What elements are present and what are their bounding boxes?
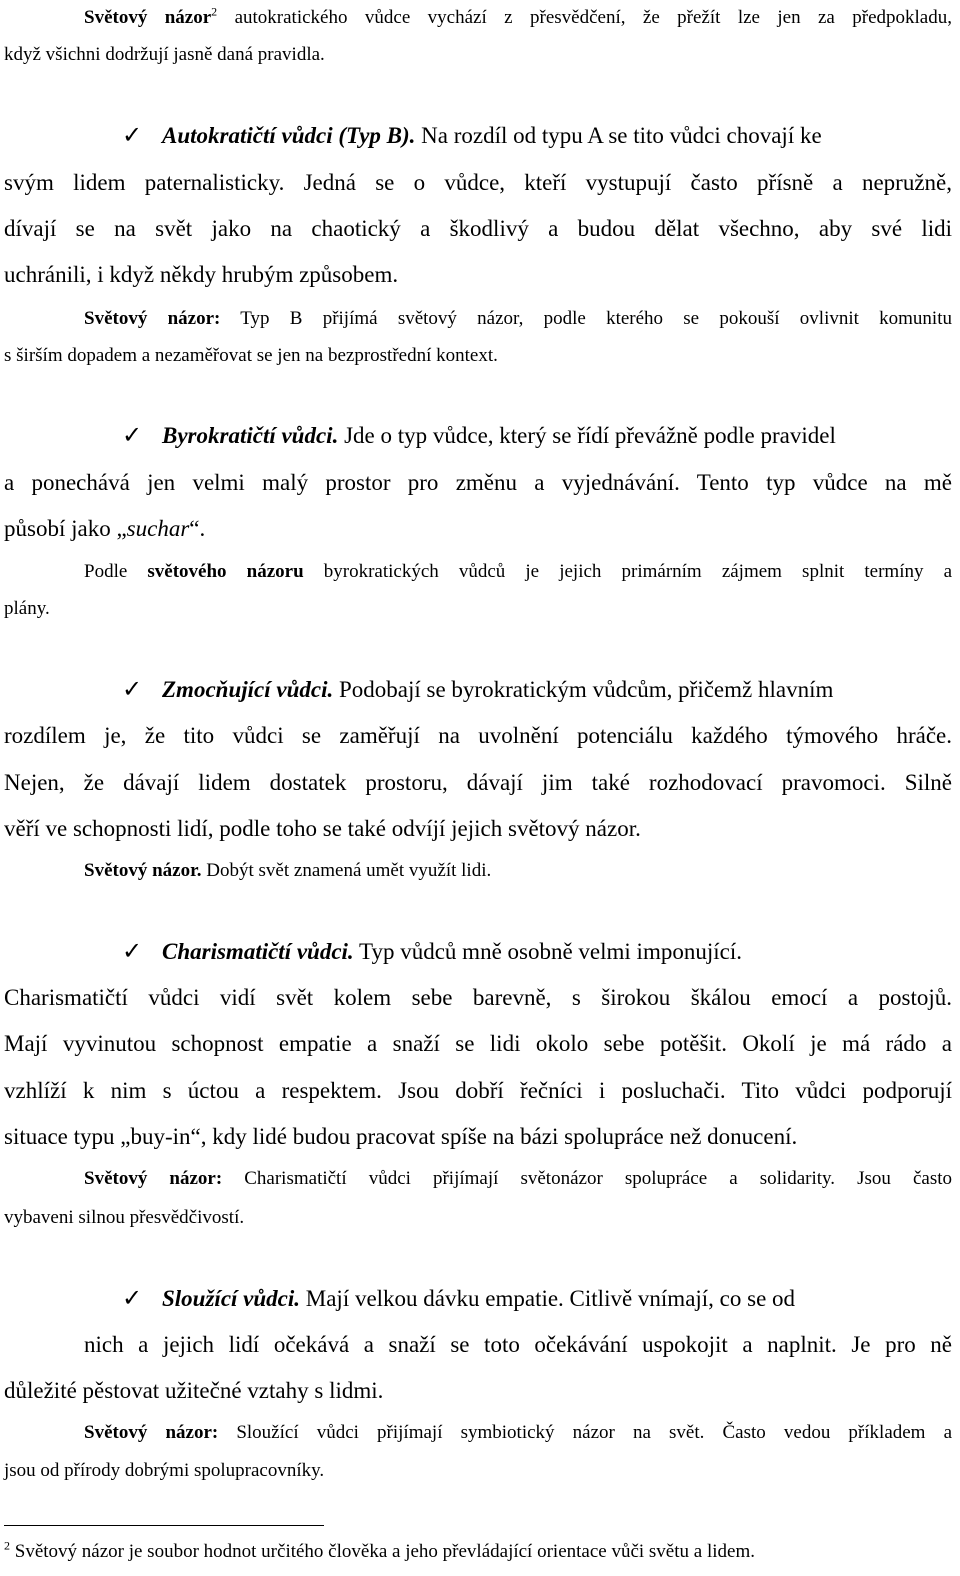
section-heading: Zmocňující vůdci. — [162, 677, 334, 702]
servant-line-1 — [162, 1287, 952, 1310]
worldview-label: Světový názor: — [84, 1168, 223, 1189]
empowering-line-4: věří ve schopnosti lidí, podle toho se také odvíjí jejich světový názor. — [4, 816, 641, 841]
footnote-divider — [4, 1525, 324, 1526]
autocratic-b-line-3: dívají se na svět jako na chaotický a škodlivý a budou dělat všechno, aby své lidi — [4, 216, 952, 241]
empowering-line-2: rozdílem je, že tito vůdci se zaměřují na uvolnění potenciálu každého týmového hráče. — [4, 723, 952, 748]
autocratic-b-line-2: svým lidem paternalisticky. Jedná se o vůdce, kteří vystupují často přísně a nepružně, — [4, 170, 952, 195]
footnote-ref[interactable]: 2 — [211, 4, 218, 19]
text: Charismatičtí vůdci přijímají světonázor spolupráce a solidarity. Jsou často — [222, 1168, 953, 1189]
bureaucratic-worldview-2: plány. — [4, 598, 50, 619]
worldview-autocratic-line-1 — [84, 4, 952, 28]
charismatic-worldview-1 — [84, 1169, 952, 1188]
servant-line-2: nich a jejich lidí očekává a snaží se toto očekávání uspokojit a naplnit. Je pro ně — [84, 1332, 952, 1357]
text: Sloužící vůdci přijímají symbiotický názor na svět. Často vedou příkladem a — [218, 1422, 953, 1443]
checkmark-icon: ✓ — [122, 939, 143, 965]
section-heading: Sloužící vůdci. — [162, 1286, 301, 1311]
text: Na rozdíl od typu A se tito vůdci chovají ke — [415, 123, 822, 148]
charismatic-line-1 — [162, 940, 952, 963]
italic-term: suchar — [126, 516, 190, 541]
charismatic-line-3: Mají vyvinutou schopnost empatie a snaží se lidi okolo sebe potěšit. Okolí je má rádo a — [4, 1031, 952, 1056]
text: Typ vůdců mně osobně velmi imponující. — [353, 939, 742, 964]
autocratic-b-line-4: uchránili, i když někdy hrubým způsobem. — [4, 262, 399, 287]
worldview-label: Světový názor. — [84, 860, 202, 881]
footnote-text: Světový názor je soubor hodnot určitého člověka a jeho převládající orientace vůči světu a lidem. — [10, 1541, 755, 1562]
text: Jde o typ vůdce, který se řídí převážně podle pravidel — [338, 423, 836, 448]
bureaucratic-worldview-1 — [84, 562, 952, 581]
worldview-label: Světový názor — [84, 7, 212, 28]
text: Mají velkou dávku empatie. Citlivě vnímají, co se od — [300, 1286, 796, 1311]
footnote-number: 2 — [4, 1538, 10, 1553]
text: Podobají se byrokratickým vůdcům, přičemž hlavním — [333, 677, 834, 702]
bureaucratic-line-3 — [4, 517, 952, 540]
servant-worldview-2: jsou od přírody dobrými spolupracovníky. — [4, 1460, 325, 1481]
empowering-line-3: Nejen, že dávají lidem dostatek prostoru, dávají jim také rozhodovací pravomoci. Silně — [4, 770, 952, 795]
bureaucratic-line-1 — [162, 424, 952, 447]
text: byrokratických vůdců je jejich primárním zájmem splnit termíny a — [303, 561, 953, 582]
section-heading: Byrokratičtí vůdci. — [162, 423, 339, 448]
text: Typ B přijímá světový názor, podle kterého se pokouší ovlivnit komunitu — [220, 308, 952, 329]
checkmark-icon: ✓ — [122, 1286, 143, 1312]
empowering-line-1 — [162, 678, 952, 701]
footnote — [4, 1538, 952, 1562]
text: Podle — [84, 561, 148, 582]
text: “. — [189, 516, 206, 541]
text: Dobýt svět znamená umět využít lidi. — [201, 860, 492, 881]
text: působí jako „ — [4, 516, 127, 541]
section-heading: Autokratičtí vůdci (Typ B). — [162, 123, 416, 148]
autocratic-b-worldview-2: s širším dopadem a nezaměřovat se jen na bezprostřední kontext. — [4, 345, 498, 366]
checkmark-icon: ✓ — [122, 123, 143, 149]
text: autokratického vůdce vychází z přesvědčení, že přežít lze jen za předpokladu, — [217, 7, 952, 28]
autocratic-b-line-1 — [162, 124, 952, 147]
empowering-worldview — [84, 861, 952, 880]
worldview-label: Světový názor: — [84, 308, 221, 329]
charismatic-worldview-2: vybaveni silnou přesvědčivostí. — [4, 1207, 245, 1228]
servant-worldview-1 — [84, 1423, 952, 1442]
charismatic-line-4: vzhlíží k nim s úctou a respektem. Jsou dobří řečníci i posluchači. Tito vůdci podporují — [4, 1078, 952, 1103]
worldview-label: Světový názor: — [84, 1422, 219, 1443]
charismatic-line-5: situace typu „buy-in“, kdy lidé budou pracovat spíše na bázi spolupráce než donucení. — [4, 1124, 798, 1149]
worldview-label: světového názoru — [147, 561, 304, 582]
worldview-autocratic-line-2: když všichni dodržují jasně daná pravidla. — [4, 44, 325, 65]
section-heading: Charismatičtí vůdci. — [162, 939, 354, 964]
checkmark-icon: ✓ — [122, 677, 143, 703]
checkmark-icon: ✓ — [122, 423, 143, 449]
charismatic-line-2: Charismatičtí vůdci vidí svět kolem sebe barevně, s širokou škálou emocí a postojů. — [4, 985, 952, 1010]
autocratic-b-worldview-1 — [84, 309, 952, 328]
bureaucratic-line-2: a ponechává jen velmi malý prostor pro změnu a vyjednávání. Tento typ vůdce na mě — [4, 470, 952, 495]
servant-line-3: důležité pěstovat užitečné vztahy s lidmi. — [4, 1378, 384, 1403]
